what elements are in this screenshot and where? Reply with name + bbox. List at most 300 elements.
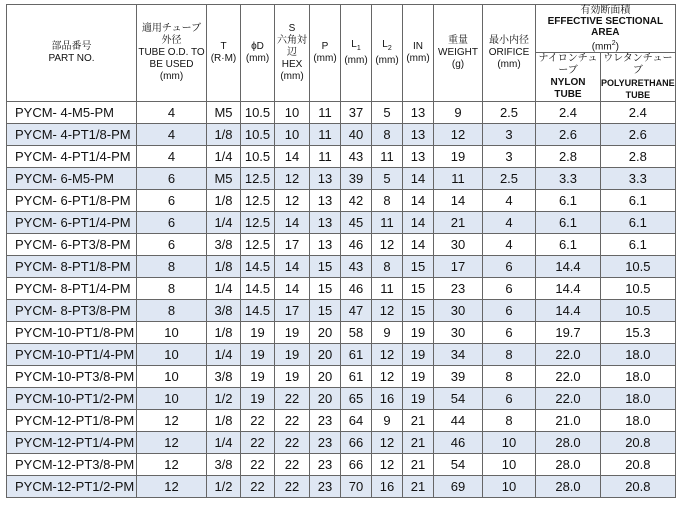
table-row	[7, 366, 676, 388]
cell-tube-od: 10	[137, 322, 207, 344]
cell-tube-od: 12	[137, 432, 207, 454]
cell-t: 3/8	[207, 366, 241, 388]
cell-in: 14	[403, 212, 434, 234]
cell-part-no: PYCM-10-PT1/8-PM	[7, 322, 137, 344]
cell-orifice: 10	[483, 476, 536, 498]
cell-area-nylon: 22.0	[536, 366, 601, 388]
cell-t: 1/2	[207, 388, 241, 410]
cell-t: 1/8	[207, 190, 241, 212]
cell-weight: 34	[434, 344, 483, 366]
cell-t: 1/4	[207, 212, 241, 234]
cell-s: 14	[275, 212, 310, 234]
cell-p: 20	[310, 344, 341, 366]
cell-phid: 22	[241, 476, 275, 498]
cell-phid: 22	[241, 454, 275, 476]
header-phid-label: ϕD	[251, 41, 264, 53]
cell-l1: 43	[341, 146, 372, 168]
cell-weight: 39	[434, 366, 483, 388]
cell-phid: 14.5	[241, 256, 275, 278]
cell-part-no: PYCM- 8-PT1/8-PM	[7, 256, 137, 278]
cell-tube-od: 6	[137, 168, 207, 190]
header-in-unit: (mm)	[406, 53, 430, 65]
cell-area-nylon: 6.1	[536, 212, 601, 234]
cell-weight: 69	[434, 476, 483, 498]
header-l1	[341, 5, 372, 102]
header-t	[207, 5, 241, 102]
cell-in: 19	[403, 322, 434, 344]
cell-weight: 11	[434, 168, 483, 190]
cell-phid: 22	[241, 410, 275, 432]
cell-s: 22	[275, 476, 310, 498]
cell-tube-od: 10	[137, 388, 207, 410]
cell-phid: 12.5	[241, 168, 275, 190]
cell-area-nylon: 6.1	[536, 190, 601, 212]
cell-t: 1/8	[207, 410, 241, 432]
table-row	[7, 234, 676, 256]
table-row	[7, 432, 676, 454]
cell-area-polyurethane: 20.8	[601, 476, 676, 498]
cell-t: 3/8	[207, 234, 241, 256]
cell-area-polyurethane: 15.3	[601, 322, 676, 344]
table-row	[7, 256, 676, 278]
cell-tube-od: 10	[137, 344, 207, 366]
table-row	[7, 388, 676, 410]
header-l1-unit: (mm)	[344, 55, 368, 67]
table-row	[7, 168, 676, 190]
cell-s: 10	[275, 102, 310, 124]
cell-s: 22	[275, 432, 310, 454]
header-part-no-jp: 部品番号	[51, 41, 92, 53]
header-area-unit-open: (mm	[591, 41, 612, 53]
header-orifice-jp: 最小内径	[489, 35, 529, 47]
cell-s: 19	[275, 366, 310, 388]
cell-l1: 46	[341, 278, 372, 300]
header-orifice	[483, 5, 536, 102]
cell-p: 23	[310, 454, 341, 476]
cell-t: 1/4	[207, 146, 241, 168]
header-polyurethane-jp: ウレタンチューブ	[603, 53, 673, 77]
header-orifice-unit: (mm)	[497, 59, 521, 71]
table-row	[7, 102, 676, 124]
cell-p: 15	[310, 278, 341, 300]
table-row	[7, 410, 676, 432]
cell-orifice: 6	[483, 388, 536, 410]
cell-t: 1/8	[207, 256, 241, 278]
cell-t: 3/8	[207, 454, 241, 476]
cell-s: 19	[275, 322, 310, 344]
header-nylon	[536, 53, 601, 102]
cell-orifice: 6	[483, 300, 536, 322]
cell-area-nylon: 28.0	[536, 432, 601, 454]
cell-in: 19	[403, 388, 434, 410]
cell-s: 17	[275, 300, 310, 322]
cell-l2: 11	[372, 146, 403, 168]
cell-in: 13	[403, 102, 434, 124]
cell-s: 14	[275, 146, 310, 168]
cell-p: 20	[310, 322, 341, 344]
header-part-no	[7, 5, 137, 102]
cell-part-no: PYCM- 6-PT1/8-PM	[7, 190, 137, 212]
cell-l2: 11	[372, 212, 403, 234]
cell-tube-od: 12	[137, 410, 207, 432]
cell-area-nylon: 14.4	[536, 300, 601, 322]
header-s	[275, 5, 310, 102]
table-row	[7, 124, 676, 146]
cell-tube-od: 6	[137, 212, 207, 234]
cell-l2: 12	[372, 300, 403, 322]
header-tube-od	[137, 5, 207, 102]
cell-p: 20	[310, 388, 341, 410]
header-s-en: HEX	[281, 59, 303, 71]
cell-l1: 43	[341, 256, 372, 278]
cell-part-no: PYCM- 8-PT3/8-PM	[7, 300, 137, 322]
cell-area-polyurethane: 2.6	[601, 124, 676, 146]
cell-area-polyurethane: 18.0	[601, 344, 676, 366]
cell-l2: 9	[372, 410, 403, 432]
header-l1-label	[341, 39, 371, 55]
cell-area-nylon: 3.3	[536, 168, 601, 190]
cell-area-nylon: 2.6	[536, 124, 601, 146]
cell-l1: 65	[341, 388, 372, 410]
cell-area-nylon: 2.4	[536, 102, 601, 124]
cell-area-nylon: 6.1	[536, 234, 601, 256]
cell-orifice: 4	[483, 212, 536, 234]
cell-l1: 66	[341, 432, 372, 454]
header-s-label: S	[288, 23, 296, 35]
cell-in: 14	[403, 234, 434, 256]
header-area	[536, 5, 676, 53]
header-in-label: IN	[413, 41, 423, 53]
cell-in: 15	[403, 256, 434, 278]
cell-t: 1/4	[207, 432, 241, 454]
cell-phid: 12.5	[241, 212, 275, 234]
cell-orifice: 3	[483, 146, 536, 168]
header-p-unit: (mm)	[313, 53, 337, 65]
cell-phid: 19	[241, 344, 275, 366]
header-p	[310, 5, 341, 102]
cell-p: 15	[310, 256, 341, 278]
cell-orifice: 2.5	[483, 168, 536, 190]
spec-table-container	[6, 4, 676, 498]
cell-orifice: 4	[483, 190, 536, 212]
header-l2	[372, 5, 403, 102]
cell-in: 19	[403, 366, 434, 388]
cell-in: 14	[403, 168, 434, 190]
table-row	[7, 300, 676, 322]
cell-area-nylon: 22.0	[536, 344, 601, 366]
cell-l1: 66	[341, 454, 372, 476]
cell-phid: 14.5	[241, 300, 275, 322]
header-l2-letter: L	[382, 39, 388, 51]
cell-area-nylon: 22.0	[536, 388, 601, 410]
cell-area-polyurethane: 6.1	[601, 212, 676, 234]
header-weight-jp: 重量	[448, 35, 468, 47]
cell-t: M5	[207, 168, 241, 190]
cell-weight: 46	[434, 432, 483, 454]
cell-phid: 12.5	[241, 234, 275, 256]
cell-weight: 17	[434, 256, 483, 278]
cell-l2: 11	[372, 278, 403, 300]
cell-s: 14	[275, 256, 310, 278]
cell-area-polyurethane: 6.1	[601, 234, 676, 256]
header-orifice-en: ORIFICE	[488, 47, 530, 59]
cell-phid: 19	[241, 322, 275, 344]
cell-area-nylon: 19.7	[536, 322, 601, 344]
cell-phid: 10.5	[241, 146, 275, 168]
cell-p: 11	[310, 102, 341, 124]
cell-part-no: PYCM- 6-PT3/8-PM	[7, 234, 137, 256]
header-l2-unit: (mm)	[375, 55, 399, 67]
header-weight	[434, 5, 483, 102]
cell-l1: 64	[341, 410, 372, 432]
cell-area-polyurethane: 18.0	[601, 388, 676, 410]
cell-l2: 5	[372, 168, 403, 190]
cell-l2: 8	[372, 256, 403, 278]
table-row	[7, 146, 676, 168]
header-tube-od-unit: (mm)	[159, 71, 184, 83]
cell-l2: 12	[372, 234, 403, 256]
cell-area-polyurethane: 18.0	[601, 410, 676, 432]
cell-orifice: 6	[483, 278, 536, 300]
cell-weight: 54	[434, 454, 483, 476]
cell-weight: 44	[434, 410, 483, 432]
cell-l1: 58	[341, 322, 372, 344]
cell-tube-od: 4	[137, 102, 207, 124]
cell-l2: 12	[372, 366, 403, 388]
header-part-no-en: PART NO.	[48, 53, 95, 65]
cell-phid: 22	[241, 432, 275, 454]
header-t-sub: (R·M)	[210, 53, 237, 65]
cell-part-no: PYCM-10-PT3/8-PM	[7, 366, 137, 388]
cell-part-no: PYCM-10-PT1/2-PM	[7, 388, 137, 410]
cell-area-polyurethane: 10.5	[601, 278, 676, 300]
header-area-jp: 有効断面積	[580, 5, 631, 16]
cell-part-no: PYCM- 4-PT1/4-PM	[7, 146, 137, 168]
cell-l2: 5	[372, 102, 403, 124]
cell-orifice: 8	[483, 366, 536, 388]
cell-l1: 46	[341, 234, 372, 256]
cell-p: 23	[310, 476, 341, 498]
cell-weight: 30	[434, 300, 483, 322]
cell-area-polyurethane: 10.5	[601, 256, 676, 278]
cell-l2: 12	[372, 454, 403, 476]
spec-table	[6, 4, 676, 498]
cell-s: 10	[275, 124, 310, 146]
header-area-en: EFFECTIVE SECTIONAL AREA	[547, 16, 664, 38]
header-l1-letter: L	[351, 39, 357, 51]
cell-weight: 14	[434, 190, 483, 212]
cell-tube-od: 10	[137, 366, 207, 388]
cell-in: 15	[403, 300, 434, 322]
cell-phid: 10.5	[241, 124, 275, 146]
cell-l1: 47	[341, 300, 372, 322]
table-row	[7, 212, 676, 234]
header-p-label: P	[321, 41, 329, 53]
cell-t: 1/4	[207, 278, 241, 300]
cell-part-no: PYCM-12-PT3/8-PM	[7, 454, 137, 476]
cell-area-polyurethane: 2.8	[601, 146, 676, 168]
header-s-unit: (mm)	[280, 71, 304, 83]
cell-area-polyurethane: 18.0	[601, 366, 676, 388]
cell-area-nylon: 14.4	[536, 278, 601, 300]
cell-in: 21	[403, 454, 434, 476]
cell-area-nylon: 28.0	[536, 454, 601, 476]
cell-tube-od: 8	[137, 278, 207, 300]
cell-part-no: PYCM- 8-PT1/4-PM	[7, 278, 137, 300]
cell-orifice: 8	[483, 344, 536, 366]
cell-area-polyurethane: 3.3	[601, 168, 676, 190]
cell-tube-od: 4	[137, 124, 207, 146]
cell-tube-od: 8	[137, 256, 207, 278]
cell-orifice: 10	[483, 432, 536, 454]
cell-l1: 70	[341, 476, 372, 498]
header-nylon-en: NYLON TUBE	[550, 77, 586, 101]
cell-p: 15	[310, 300, 341, 322]
cell-area-polyurethane: 20.8	[601, 432, 676, 454]
cell-l1: 37	[341, 102, 372, 124]
cell-p: 13	[310, 234, 341, 256]
cell-orifice: 2.5	[483, 102, 536, 124]
cell-in: 21	[403, 432, 434, 454]
table-row	[7, 344, 676, 366]
cell-l1: 42	[341, 190, 372, 212]
cell-s: 17	[275, 234, 310, 256]
cell-in: 13	[403, 124, 434, 146]
header-phid	[241, 5, 275, 102]
cell-tube-od: 8	[137, 300, 207, 322]
cell-s: 12	[275, 168, 310, 190]
header-polyurethane	[601, 53, 676, 102]
cell-phid: 10.5	[241, 102, 275, 124]
cell-p: 20	[310, 366, 341, 388]
cell-area-polyurethane: 20.8	[601, 454, 676, 476]
table-row	[7, 476, 676, 498]
cell-l1: 39	[341, 168, 372, 190]
cell-orifice: 3	[483, 124, 536, 146]
cell-l2: 8	[372, 190, 403, 212]
table-row	[7, 322, 676, 344]
cell-p: 13	[310, 190, 341, 212]
cell-phid: 12.5	[241, 190, 275, 212]
cell-area-polyurethane: 10.5	[601, 300, 676, 322]
cell-weight: 12	[434, 124, 483, 146]
cell-t: 1/8	[207, 322, 241, 344]
cell-weight: 21	[434, 212, 483, 234]
cell-p: 23	[310, 410, 341, 432]
cell-part-no: PYCM-12-PT1/2-PM	[7, 476, 137, 498]
cell-in: 13	[403, 146, 434, 168]
cell-tube-od: 6	[137, 190, 207, 212]
cell-area-nylon: 14.4	[536, 256, 601, 278]
cell-l2: 16	[372, 388, 403, 410]
cell-tube-od: 6	[137, 234, 207, 256]
cell-in: 19	[403, 344, 434, 366]
cell-weight: 30	[434, 234, 483, 256]
cell-p: 13	[310, 168, 341, 190]
cell-weight: 30	[434, 322, 483, 344]
header-area-unit-close: )	[615, 41, 619, 53]
cell-l1: 61	[341, 366, 372, 388]
cell-t: 1/2	[207, 476, 241, 498]
table-row	[7, 278, 676, 300]
cell-part-no: PYCM- 6-M5-PM	[7, 168, 137, 190]
cell-s: 14	[275, 278, 310, 300]
cell-orifice: 8	[483, 410, 536, 432]
cell-area-polyurethane: 6.1	[601, 190, 676, 212]
cell-l1: 45	[341, 212, 372, 234]
cell-weight: 23	[434, 278, 483, 300]
header-phid-unit: (mm)	[245, 53, 270, 65]
header-tube-od-jp: 適用チューブ外径	[141, 23, 202, 47]
cell-orifice: 6	[483, 256, 536, 278]
cell-l1: 61	[341, 344, 372, 366]
table-row	[7, 454, 676, 476]
cell-orifice: 4	[483, 234, 536, 256]
cell-in: 14	[403, 190, 434, 212]
cell-weight: 9	[434, 102, 483, 124]
cell-s: 22	[275, 388, 310, 410]
cell-orifice: 6	[483, 322, 536, 344]
cell-s: 22	[275, 454, 310, 476]
cell-part-no: PYCM-12-PT1/4-PM	[7, 432, 137, 454]
cell-part-no: PYCM- 4-PT1/8-PM	[7, 124, 137, 146]
cell-tube-od: 12	[137, 454, 207, 476]
header-l2-label	[372, 39, 402, 55]
cell-t: 1/4	[207, 344, 241, 366]
header-area-unit	[536, 38, 675, 52]
cell-weight: 54	[434, 388, 483, 410]
cell-part-no: PYCM-12-PT1/8-PM	[7, 410, 137, 432]
cell-l1: 40	[341, 124, 372, 146]
cell-area-nylon: 21.0	[536, 410, 601, 432]
cell-tube-od: 12	[137, 476, 207, 498]
cell-tube-od: 4	[137, 146, 207, 168]
cell-l2: 9	[372, 322, 403, 344]
cell-s: 19	[275, 344, 310, 366]
header-t-label: T	[220, 41, 227, 53]
cell-t: 1/8	[207, 124, 241, 146]
header-s-jp: 六角対辺	[277, 35, 307, 59]
cell-orifice: 10	[483, 454, 536, 476]
cell-part-no: PYCM-10-PT1/4-PM	[7, 344, 137, 366]
cell-area-polyurethane: 2.4	[601, 102, 676, 124]
cell-p: 23	[310, 432, 341, 454]
cell-area-nylon: 2.8	[536, 146, 601, 168]
cell-p: 13	[310, 212, 341, 234]
header-weight-en: WEIGHT	[438, 47, 478, 59]
cell-phid: 19	[241, 388, 275, 410]
cell-s: 12	[275, 190, 310, 212]
cell-l2: 12	[372, 344, 403, 366]
cell-in: 21	[403, 410, 434, 432]
cell-p: 11	[310, 146, 341, 168]
cell-in: 21	[403, 476, 434, 498]
header-l2-subscript: 2	[387, 45, 392, 53]
cell-phid: 19	[241, 366, 275, 388]
cell-part-no: PYCM- 6-PT1/4-PM	[7, 212, 137, 234]
cell-t: 3/8	[207, 300, 241, 322]
cell-s: 22	[275, 410, 310, 432]
table-row	[7, 190, 676, 212]
header-weight-unit: (g)	[451, 59, 465, 71]
cell-part-no: PYCM- 4-M5-PM	[7, 102, 137, 124]
header-polyurethane-en: POLYURETHANE TUBE	[601, 78, 675, 101]
header-nylon-jp: ナイロンチューブ	[538, 53, 598, 77]
cell-l2: 12	[372, 432, 403, 454]
cell-phid: 14.5	[241, 278, 275, 300]
cell-l2: 8	[372, 124, 403, 146]
table-body	[7, 102, 676, 498]
